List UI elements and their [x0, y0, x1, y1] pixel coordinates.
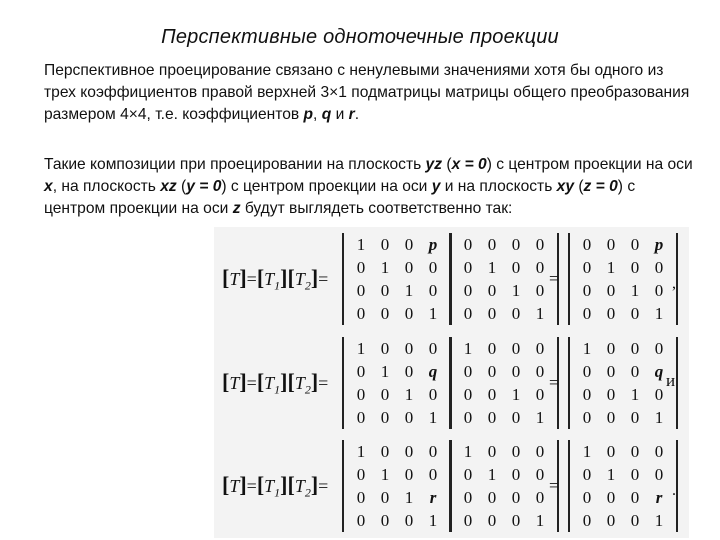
- matrix-cell: 0: [606, 281, 616, 300]
- cond-z: z = 0: [583, 178, 618, 195]
- matrix-cell: 1: [511, 281, 521, 300]
- matrix-cell: 0: [463, 465, 473, 484]
- coef-q: q: [321, 106, 332, 123]
- matrix-cell: 1: [487, 465, 497, 484]
- equation-yz: [214, 227, 689, 330]
- matrix-cell: 0: [463, 258, 473, 277]
- matrix-cell: 0: [404, 362, 414, 381]
- lhs-equals: =: [318, 476, 329, 496]
- matrix-cell: 0: [535, 385, 545, 404]
- matrix-result: [568, 337, 678, 429]
- axis-z: z: [232, 200, 241, 217]
- bracket-close: ]: [280, 369, 288, 394]
- matrix-cell: 0: [630, 442, 640, 461]
- matrix-cell: 0: [535, 281, 545, 300]
- lhs-equals: =: [318, 373, 329, 393]
- coef-p: p: [303, 106, 314, 123]
- bracket-open: [: [222, 369, 230, 394]
- equals-sign: =: [549, 373, 559, 392]
- matrix-cell: 1: [606, 258, 616, 277]
- intro-sep2: и: [331, 106, 349, 123]
- matrix-cell: 1: [463, 442, 473, 461]
- bracket-open: [: [222, 265, 230, 290]
- comp-t8: (: [574, 178, 584, 195]
- matrix-cell: 0: [487, 488, 497, 507]
- matrix-cell: 0: [630, 258, 640, 277]
- matrix-cell: 0: [582, 488, 592, 507]
- lhs-t2: T: [294, 476, 305, 496]
- equation-tail: и: [666, 371, 676, 390]
- matrix-cell: 1: [356, 339, 366, 358]
- matrix-cell: 0: [356, 488, 366, 507]
- matrix-cell: 0: [606, 235, 616, 254]
- matrix-cell: 1: [356, 235, 366, 254]
- matrix-cell: 0: [404, 511, 414, 530]
- plane-xz: xz: [160, 178, 177, 195]
- equation-xz: [214, 331, 689, 434]
- plane-xy: xy: [556, 178, 575, 195]
- lhs-t1: T: [264, 373, 275, 393]
- plane-yz: yz: [425, 156, 443, 173]
- matrix-result: [568, 233, 678, 325]
- matrix-cell: 0: [511, 442, 521, 461]
- matrix-cell: 1: [654, 511, 664, 530]
- matrix-cell: 0: [404, 339, 414, 358]
- lhs-sub1: 1: [274, 278, 281, 293]
- matrix-cell: 0: [380, 385, 390, 404]
- lhs-t: T: [229, 476, 240, 496]
- bracket-open: [: [287, 369, 295, 394]
- matrix-cell: 0: [606, 488, 616, 507]
- matrix-cell: 0: [356, 511, 366, 530]
- bracket-open: [: [287, 265, 295, 290]
- matrix-cell: 0: [487, 511, 497, 530]
- matrix-cell: 0: [463, 235, 473, 254]
- matrix-t1: [342, 440, 452, 532]
- matrix-cell: 0: [356, 465, 366, 484]
- lhs-sub1: 1: [274, 382, 281, 397]
- matrix-cell: r: [655, 488, 663, 507]
- bracket-open: [: [222, 472, 230, 497]
- matrix-cell: 0: [511, 488, 521, 507]
- matrix-cell: 0: [356, 281, 366, 300]
- paragraph-intro: [44, 60, 694, 126]
- comp-t4: , на плоскость: [52, 178, 161, 195]
- matrix-cell: 0: [582, 304, 592, 323]
- matrix-cell: 1: [404, 385, 414, 404]
- matrix-cell: 0: [535, 442, 545, 461]
- matrix-cell: 1: [356, 442, 366, 461]
- matrix-cell: 0: [487, 281, 497, 300]
- matrix-cell: 0: [487, 362, 497, 381]
- bracket-open: [: [287, 472, 295, 497]
- matrix-cell: 0: [606, 408, 616, 427]
- coef-r: r: [348, 106, 355, 123]
- matrix-cell: 0: [428, 339, 438, 358]
- matrix-cell: p: [654, 235, 664, 254]
- matrix-cell: 1: [535, 511, 545, 530]
- matrix-cell: 0: [380, 281, 390, 300]
- bracket-close: ]: [239, 265, 247, 290]
- lhs-t2: T: [294, 373, 305, 393]
- bracket-close: ]: [239, 472, 247, 497]
- matrix-cell: 0: [630, 465, 640, 484]
- comp-t9: ) с центром проекции на оси: [44, 178, 636, 217]
- matrix-cell: 1: [535, 304, 545, 323]
- matrix-cell: 0: [606, 442, 616, 461]
- matrix-cell: 0: [582, 362, 592, 381]
- comp-t5: (: [176, 178, 187, 195]
- comp-t3: ) с центром проекции на оси: [486, 156, 693, 173]
- matrix-cell: 0: [535, 465, 545, 484]
- matrix-cell: 1: [404, 488, 414, 507]
- matrix-cell: 1: [535, 408, 545, 427]
- matrix-cell: 0: [428, 385, 438, 404]
- equals-sign: =: [549, 269, 559, 288]
- matrix-cell: 1: [654, 304, 664, 323]
- equations-image: [214, 227, 689, 538]
- comp-t1: Такие композиции при проецировании на плоскость: [44, 156, 426, 173]
- matrix-cell: 0: [630, 304, 640, 323]
- matrix-cell: 0: [582, 235, 592, 254]
- matrix-cell: 0: [463, 385, 473, 404]
- matrix-cell: 1: [654, 408, 664, 427]
- matrix-cell: 0: [582, 511, 592, 530]
- matrix-cell: 0: [654, 281, 664, 300]
- matrix-cell: 1: [630, 281, 640, 300]
- matrix-cell: 0: [463, 488, 473, 507]
- matrix-cell: 0: [511, 235, 521, 254]
- matrix-cell: 0: [404, 408, 414, 427]
- matrix-cell: 0: [404, 304, 414, 323]
- matrix-cell: 0: [487, 442, 497, 461]
- matrix-cell: 0: [356, 385, 366, 404]
- matrix-cell: 0: [630, 235, 640, 254]
- matrix-cell: 0: [487, 408, 497, 427]
- matrix-cell: 0: [511, 339, 521, 358]
- matrix-cell: 0: [463, 511, 473, 530]
- comp-t10: будут выглядеть соответственно так:: [240, 200, 513, 217]
- comp-t6: ) с центром проекции на оси: [221, 178, 432, 195]
- lhs-equals: =: [246, 373, 257, 393]
- matrix-cell: 0: [654, 258, 664, 277]
- lhs-sub2: 2: [304, 382, 311, 397]
- equation-tail: .: [672, 482, 676, 499]
- matrix-cell: 0: [606, 339, 616, 358]
- matrix-cell: 0: [535, 362, 545, 381]
- matrix-cell: 0: [511, 511, 521, 530]
- intro-sep1: ,: [313, 106, 322, 123]
- bracket-close: ]: [310, 265, 319, 290]
- matrix-cell: 1: [630, 385, 640, 404]
- matrix-cell: 0: [582, 281, 592, 300]
- bracket-open: [: [256, 369, 265, 394]
- cond-y: y = 0: [186, 178, 222, 195]
- bracket-close: ]: [310, 369, 319, 394]
- matrix-cell: r: [429, 488, 437, 507]
- bracket-close: ]: [280, 472, 288, 497]
- matrix-cell: p: [428, 235, 438, 254]
- lhs-sub2: 2: [304, 485, 311, 500]
- matrix-cell: 0: [404, 465, 414, 484]
- matrix-cell: 1: [487, 258, 497, 277]
- axis-x: x: [44, 178, 53, 195]
- matrix-cell: q: [428, 362, 438, 381]
- matrix-cell: 0: [487, 304, 497, 323]
- matrix-cell: 0: [487, 339, 497, 358]
- matrix-t2: [449, 233, 559, 325]
- matrix-cell: 0: [487, 235, 497, 254]
- matrix-cell: 1: [606, 465, 616, 484]
- matrix-cell: 0: [511, 258, 521, 277]
- bracket-close: ]: [310, 472, 319, 497]
- matrix-cell: 1: [380, 465, 390, 484]
- matrix-cell: 0: [654, 465, 664, 484]
- matrix-cell: 0: [463, 362, 473, 381]
- bracket-open: [: [256, 472, 265, 497]
- matrix-cell: 0: [654, 385, 664, 404]
- paragraph-compositions: [44, 154, 694, 220]
- matrix-cell: 0: [606, 362, 616, 381]
- lhs-t: T: [229, 373, 240, 393]
- equals-sign: =: [549, 476, 559, 495]
- matrix-cell: 1: [404, 281, 414, 300]
- matrix-cell: 0: [356, 408, 366, 427]
- matrix-cell: 0: [356, 258, 366, 277]
- equation-xy: [214, 434, 689, 537]
- lhs-equals: =: [246, 476, 257, 496]
- equation-lhs: [222, 369, 328, 398]
- matrix-cell: 0: [404, 442, 414, 461]
- equation-tail: ,: [672, 275, 676, 292]
- matrix-result: [568, 440, 678, 532]
- matrix-cell: 0: [535, 258, 545, 277]
- matrix-t1: [342, 337, 452, 429]
- bracket-open: [: [256, 265, 265, 290]
- equation-lhs: [222, 265, 328, 294]
- matrix-cell: 0: [654, 339, 664, 358]
- matrix-cell: 0: [380, 235, 390, 254]
- matrix-cell: 0: [606, 511, 616, 530]
- matrix-t2: [449, 440, 559, 532]
- matrix-cell: 0: [606, 385, 616, 404]
- matrix-cell: 0: [380, 488, 390, 507]
- matrix-cell: 0: [582, 258, 592, 277]
- matrix-cell: 0: [606, 304, 616, 323]
- intro-end: .: [354, 106, 360, 123]
- matrix-cell: 1: [582, 442, 592, 461]
- matrix-cell: 0: [654, 442, 664, 461]
- matrix-cell: 1: [380, 362, 390, 381]
- comp-t7: и на плоскость: [440, 178, 557, 195]
- matrix-cell: q: [654, 362, 664, 381]
- matrix-cell: 0: [380, 442, 390, 461]
- lhs-sub2: 2: [304, 278, 311, 293]
- matrix-cell: 0: [582, 408, 592, 427]
- matrix-cell: 0: [630, 408, 640, 427]
- matrix-cell: 0: [630, 362, 640, 381]
- matrix-cell: 0: [463, 408, 473, 427]
- matrix-cell: 0: [511, 465, 521, 484]
- matrix-cell: 0: [428, 465, 438, 484]
- matrix-cell: 0: [582, 385, 592, 404]
- matrix-cell: 1: [428, 304, 438, 323]
- matrix-cell: 0: [630, 488, 640, 507]
- matrix-cell: 0: [356, 362, 366, 381]
- axis-y: y: [431, 178, 441, 195]
- matrix-cell: 0: [511, 362, 521, 381]
- lhs-equals: =: [246, 269, 257, 289]
- matrix-cell: 0: [356, 304, 366, 323]
- lhs-t: T: [229, 269, 240, 289]
- matrix-cell: 0: [404, 235, 414, 254]
- bracket-close: ]: [239, 369, 247, 394]
- matrix-cell: 0: [630, 339, 640, 358]
- lhs-t1: T: [264, 476, 275, 496]
- matrix-cell: 1: [511, 385, 521, 404]
- matrix-cell: 0: [511, 304, 521, 323]
- matrix-cell: 0: [380, 511, 390, 530]
- matrix-cell: 1: [428, 511, 438, 530]
- matrix-cell: 0: [487, 385, 497, 404]
- lhs-t1: T: [264, 269, 275, 289]
- matrix-cell: 0: [582, 465, 592, 484]
- matrix-t2: [449, 337, 559, 429]
- matrix-cell: 1: [582, 339, 592, 358]
- comp-t2: (: [442, 156, 452, 173]
- intro-text: Перспективное проецирование связано с ненулевыми значениями хотя бы одного из трех коэффициентов правой верхней 3×1 подматрицы матрицы общего преобразования размером 4×4, т.е. коэффициентов: [44, 62, 690, 123]
- equation-lhs: [222, 472, 328, 501]
- matrix-cell: 0: [630, 511, 640, 530]
- lhs-sub1: 1: [274, 485, 281, 500]
- matrix-cell: 0: [463, 281, 473, 300]
- matrix-cell: 0: [428, 442, 438, 461]
- matrix-cell: 0: [463, 304, 473, 323]
- lhs-t2: T: [294, 269, 305, 289]
- cond-x: x = 0: [451, 156, 487, 173]
- matrix-cell: 0: [380, 339, 390, 358]
- matrix-cell: 0: [511, 408, 521, 427]
- matrix-t1: [342, 233, 452, 325]
- slide-title: Перспективные одноточечные проекции: [161, 26, 559, 48]
- matrix-cell: 0: [404, 258, 414, 277]
- matrix-cell: 0: [535, 339, 545, 358]
- bracket-close: ]: [280, 265, 288, 290]
- matrix-cell: 0: [380, 304, 390, 323]
- matrix-cell: 1: [380, 258, 390, 277]
- matrix-cell: 0: [428, 258, 438, 277]
- matrix-cell: 0: [535, 488, 545, 507]
- lhs-equals: =: [318, 269, 329, 289]
- matrix-cell: 1: [428, 408, 438, 427]
- matrix-cell: 0: [535, 235, 545, 254]
- matrix-cell: 0: [428, 281, 438, 300]
- matrix-cell: 1: [463, 339, 473, 358]
- matrix-cell: 0: [380, 408, 390, 427]
